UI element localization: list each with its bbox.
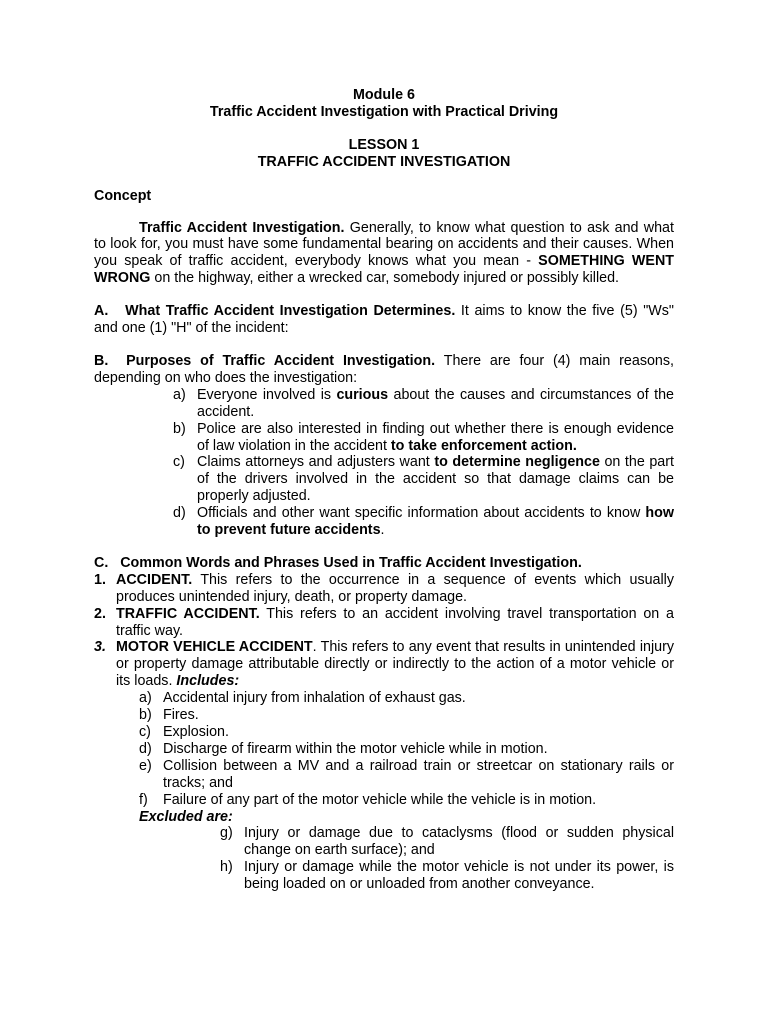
purposes-list xyxy=(173,387,674,539)
concept-heading: Concept xyxy=(94,187,152,204)
includes-list xyxy=(139,690,674,808)
section-a-text: It aims to know the five (5) "Ws" and one (1) "H" of the incident: xyxy=(94,303,674,337)
section-a-label: A. xyxy=(94,303,109,320)
lesson-title: TRAFFIC ACCIDENT INVESTIGATION xyxy=(257,153,511,170)
document-page xyxy=(94,87,674,893)
module-title: Traffic Accident Investigation with Practical Driving xyxy=(209,103,559,120)
list-item: g) Injury or damage due to cataclysms (flood or sudden physical change on earth surface); and xyxy=(220,825,674,859)
concept-text-2: on the highway, either a wrecked car, somebody injured or possibly killed. xyxy=(150,270,619,287)
section-c-label: C. xyxy=(94,554,109,571)
section-c-heading xyxy=(94,555,674,572)
module-label: Module 6 xyxy=(353,87,415,103)
section-c-title: Common Words and Phrases Used in Traffic Accident Investigation. xyxy=(120,554,582,571)
list-item: e) Collision between a MV and a railroad train or streetcar on stationary rails or tracks; and xyxy=(139,757,674,791)
concept-lead: Traffic Accident Investigation. xyxy=(139,219,345,236)
section-a-paragraph xyxy=(94,303,674,337)
list-item: a) Everyone involved is curious about the causes and circumstances of the accident. xyxy=(173,386,674,420)
list-item: f) Failure of any part of the motor vehicle while the vehicle is in motion. xyxy=(139,791,597,808)
list-item: b) Fires. xyxy=(139,707,199,724)
concept-paragraph xyxy=(94,220,674,288)
term-item: 3. MOTOR VEHICLE ACCIDENT. This refers to any event that results in unintended injury or property damage attributable directly or indirectly to the action of a motor vehicle or its loads. Includes: xyxy=(94,639,674,690)
list-item: c) Explosion. xyxy=(139,724,229,740)
section-b-label: B. xyxy=(94,352,109,369)
excluded-list xyxy=(220,825,674,893)
section-b-text: There are four (4) main reasons, depending on who does the investigation: xyxy=(94,352,674,386)
list-item: d) Discharge of firearm within the motor vehicle while in motion. xyxy=(139,740,548,757)
concept-text-1: Generally, to know what question to ask and what to look for, you must have some fundamental bearing on accidents and their causes. When you speak of traffic accident, everybody knows what you mean - xyxy=(94,219,674,270)
list-item: a) Accidental injury from inhalation of exhaust gas. xyxy=(139,690,466,707)
lesson-label: LESSON 1 xyxy=(348,136,420,153)
term-item: 2. TRAFFIC ACCIDENT. This refers to an accident involving travel transportation on a traffic way. xyxy=(94,605,674,639)
section-a-title: What Traffic Accident Investigation Determines. xyxy=(125,303,456,320)
section-b-title: Purposes of Traffic Accident Investigation. xyxy=(126,352,436,369)
list-item: d) Officials and other want specific information about accidents to know how to prevent future accidents. xyxy=(173,505,674,539)
list-item: c) Claims attorneys and adjusters want to determine negligence on the part of the drivers involved in the accident so that damage claims can be properly adjusted. xyxy=(173,454,674,505)
list-item: h) Injury or damage while the motor vehicle is not under its power, is being loaded on or unloaded from another conveyance. xyxy=(220,859,674,893)
concept-emphasis: SOMETHING WENT WRONG xyxy=(94,253,675,287)
section-b-paragraph xyxy=(94,353,674,387)
list-item: b) Police are also interested in finding out whether there is enough evidence of law violation in the accident to take enforcement action. xyxy=(173,420,674,454)
term-item: 1. ACCIDENT. This refers to the occurrence in a sequence of events which usually produces unintended injury, death, or property damage. xyxy=(94,571,674,605)
excluded-label: Excluded are: xyxy=(139,808,233,825)
